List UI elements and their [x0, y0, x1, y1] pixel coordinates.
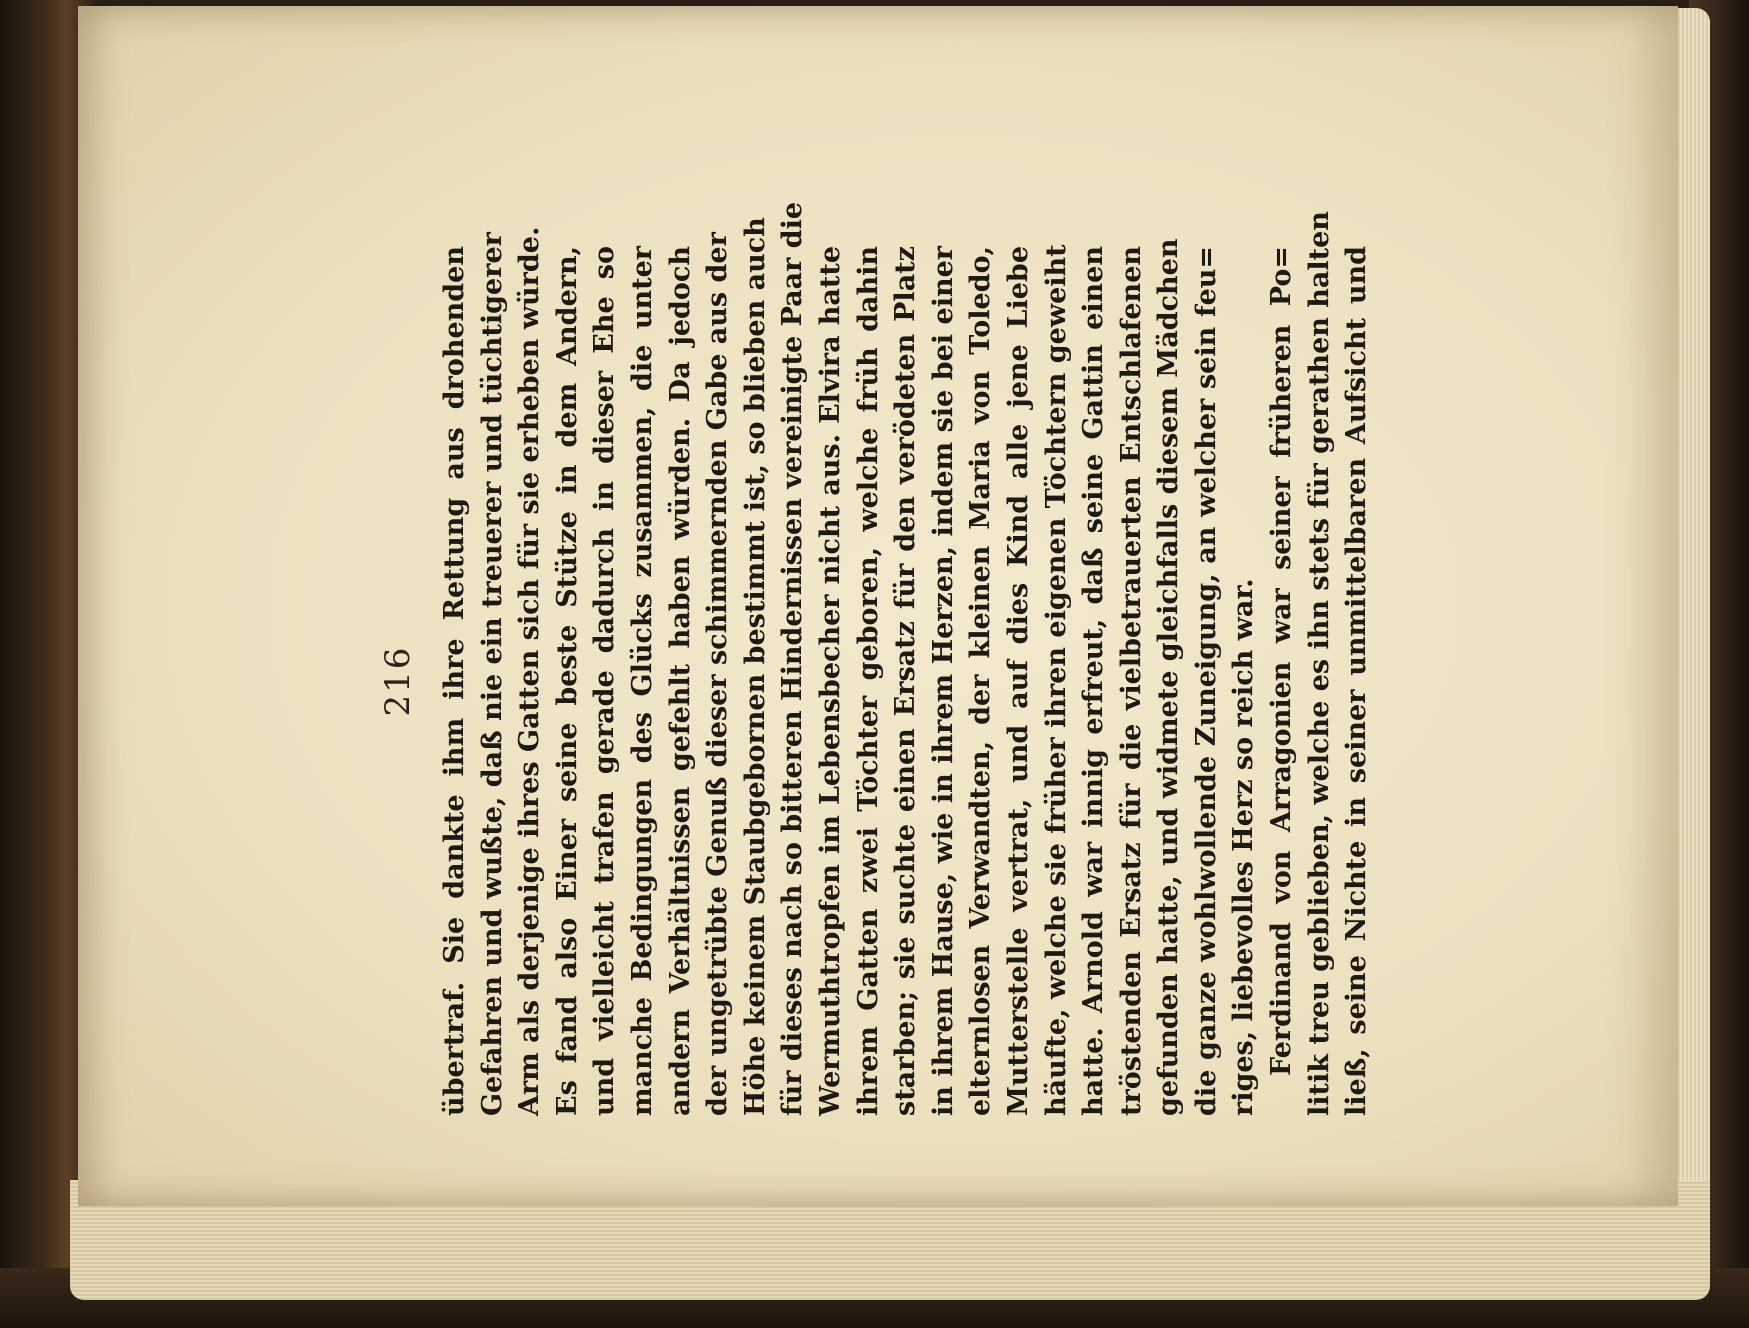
book-page	[78, 6, 1678, 1206]
text-line: Höhe keinem Staubgebornen bestimmt ist, so blieben auch	[739, 217, 771, 1116]
text-lines	[436, 201, 1376, 1116]
text-line: die ganze wohlwollende Zuneigung, an welcher sein feu=	[1190, 246, 1222, 1116]
text-line: Wermuthtropfen im Lebensbecher nicht aus. Elvira hatte	[814, 246, 846, 1116]
text-line: in ihrem Hause, wie in ihrem Herzen, indem sie bei einer	[927, 246, 959, 1116]
text-line: elternlosen Verwandten, der kleinen Maria von Toledo,	[965, 246, 997, 1116]
text-block	[378, 116, 1373, 1226]
text-line: starben; sie suchte einen Ersatz für den verödeten Platz	[890, 246, 922, 1116]
text-line: hatte. Arnold war innig erfreut, daß seine Gattin einen	[1078, 246, 1110, 1116]
text-line: für dieses nach so bitteren Hindernissen vereinigte Paar die	[777, 201, 809, 1116]
text-line: ließ, seine Nichte in seiner unmittelbaren Aufsicht und	[1341, 246, 1373, 1116]
text-line: Mutterstelle vertrat, und auf dies Kind alle jene Liebe	[1002, 246, 1034, 1116]
text-line: tröstenden Ersatz für die vielbetrauerten Entschlafenen	[1115, 246, 1147, 1116]
text-line: Ferdinand von Arragonien war seiner früheren Po=	[1266, 246, 1298, 1076]
page-number: 216	[378, 645, 418, 717]
text-line: Gefahren und wußte, daß nie ein treuerer und tüchtigerer	[476, 232, 508, 1116]
text-line: Es fand also Einer seine beste Stütze in dem Andern,	[551, 246, 583, 1116]
text-line: der ungetrübte Genuß dieser schimmernden Gabe aus der	[702, 232, 734, 1116]
text-line: gefunden hatte, und widmete gleichfalls diesem Mädchen	[1153, 238, 1185, 1116]
text-line: litik treu geblieben, welche es ihn stets für gerathen halten	[1303, 211, 1335, 1116]
text-line: übertraf. Sie dankte ihm ihre Rettung aus drohenden	[439, 246, 470, 1116]
text-line: manche Bedingungen des Glücks zusammen, die unter	[626, 246, 658, 1116]
text-line: riges, liebevolles Herz so reich war.	[1228, 578, 1260, 1116]
text-line: andern Verhältnissen gefehlt haben würden. Da jedoch	[664, 246, 696, 1116]
text-line: ihrem Gatten zwei Töchter geboren, welche früh dahin	[852, 246, 884, 1116]
text-line: häufte, welche sie früher ihren eigenen Töchtern geweiht	[1040, 244, 1072, 1116]
text-line: und vielleicht trafen gerade dadurch in dieser Ehe so	[589, 246, 621, 1116]
text-line: Arm als derjenige ihres Gatten sich für sie erheben würde.	[514, 226, 546, 1116]
